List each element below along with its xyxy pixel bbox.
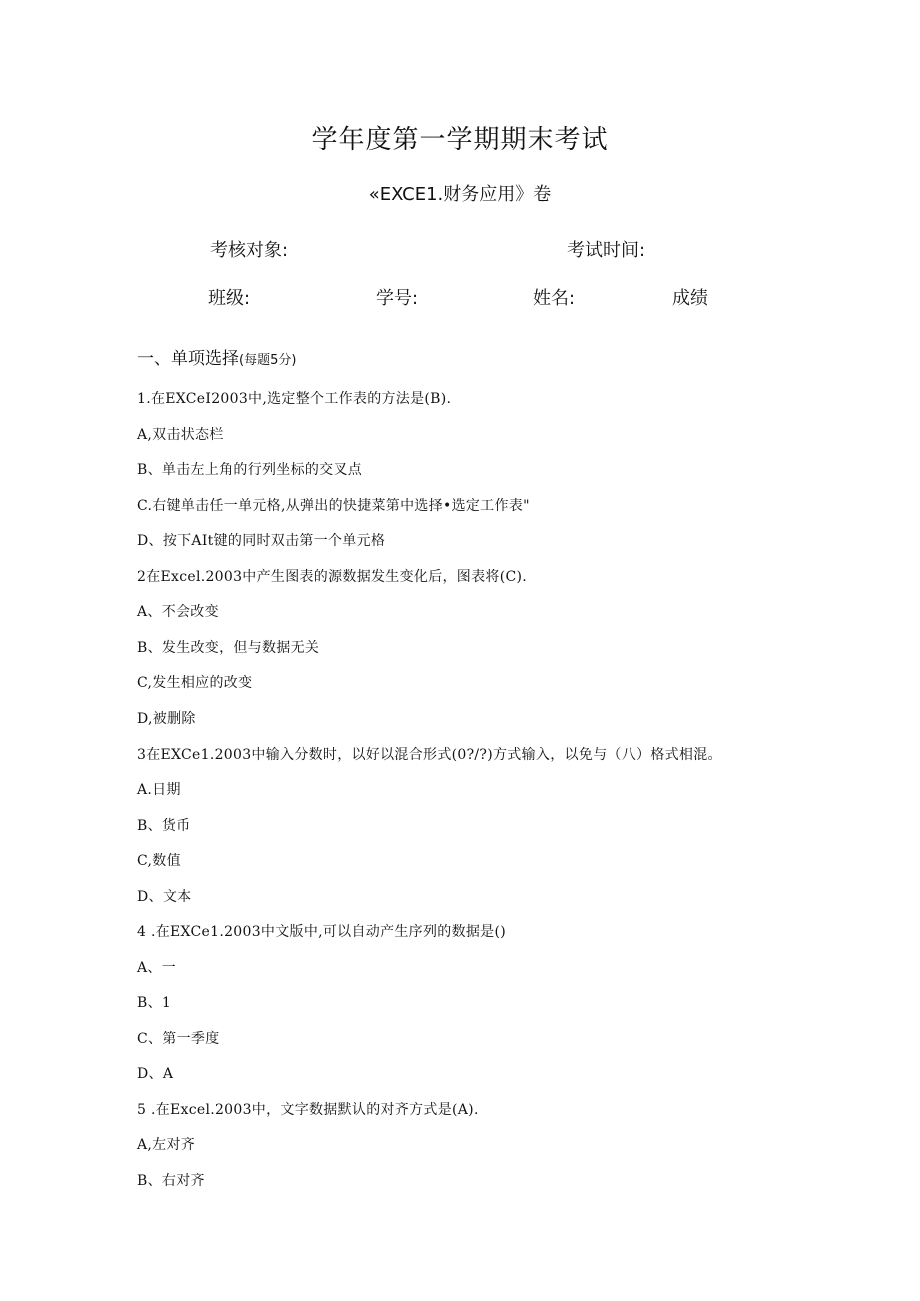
- option-line: B、货币: [137, 818, 191, 834]
- option-line: A,双击状态栏: [137, 427, 224, 443]
- option-line: D、按下AIt键的同时双击第一个单元格: [137, 533, 386, 549]
- class-label: 班级:: [208, 288, 251, 309]
- exam-target-label: 考核对象:: [210, 240, 289, 261]
- option-line: A、一: [137, 960, 177, 976]
- option-line: D、A: [137, 1066, 174, 1082]
- question-line: 5 .在Excel.2003中，文字数据默认的对齐方式是(A).: [137, 1102, 479, 1118]
- option-line: A.日期: [137, 782, 181, 798]
- option-line: C,发生相应的改变: [137, 675, 253, 691]
- option-line: B、右对齐: [137, 1173, 205, 1189]
- option-line: D,被删除: [137, 711, 196, 727]
- section-heading: [137, 344, 296, 369]
- name-label: 姓名:: [533, 288, 576, 309]
- exam-title: 学年度第一学期期末考试: [311, 125, 609, 155]
- option-line: A、不会改变: [137, 604, 219, 620]
- option-line: D、文本: [137, 889, 192, 905]
- option-line: A,左对齐: [137, 1137, 196, 1153]
- option-line: C.右键单击任一单元格,从弹出的快捷菜第中选择•选定工作表": [137, 498, 530, 514]
- score-label: 成绩: [672, 288, 708, 309]
- question-line: 1.在EXCeI2003中,选定整个工作表的方法是(B).: [137, 391, 452, 407]
- exam-subtitle: «EXCE1.财务应用》卷: [368, 184, 552, 205]
- section-title: 一、单项选择: [137, 349, 239, 369]
- option-line: B、1: [137, 995, 172, 1011]
- option-line: B、发生改变，但与数据无关: [137, 640, 320, 656]
- exam-time-label: 考试时间:: [567, 240, 646, 261]
- option-line: B、单击左上角的行列坐标的交叉点: [137, 462, 363, 478]
- option-line: C、第一季度: [137, 1031, 220, 1047]
- student-id-label: 学号:: [376, 288, 419, 309]
- question-line: 4 .在EXCe1.2003中文版中,可以自动产生序列的数据是(): [137, 924, 507, 940]
- question-line: 3在EXCe1.2003中输入分数时，以好以混合形式(0?/?)方式输入，以免与（八）格式相混。: [137, 747, 722, 763]
- question-line: 2在Excel.2003中产生图表的源数据发生变化后，图表将(C).: [137, 569, 527, 585]
- option-line: C,数值: [137, 853, 181, 869]
- section-note: (每题5分): [239, 353, 297, 368]
